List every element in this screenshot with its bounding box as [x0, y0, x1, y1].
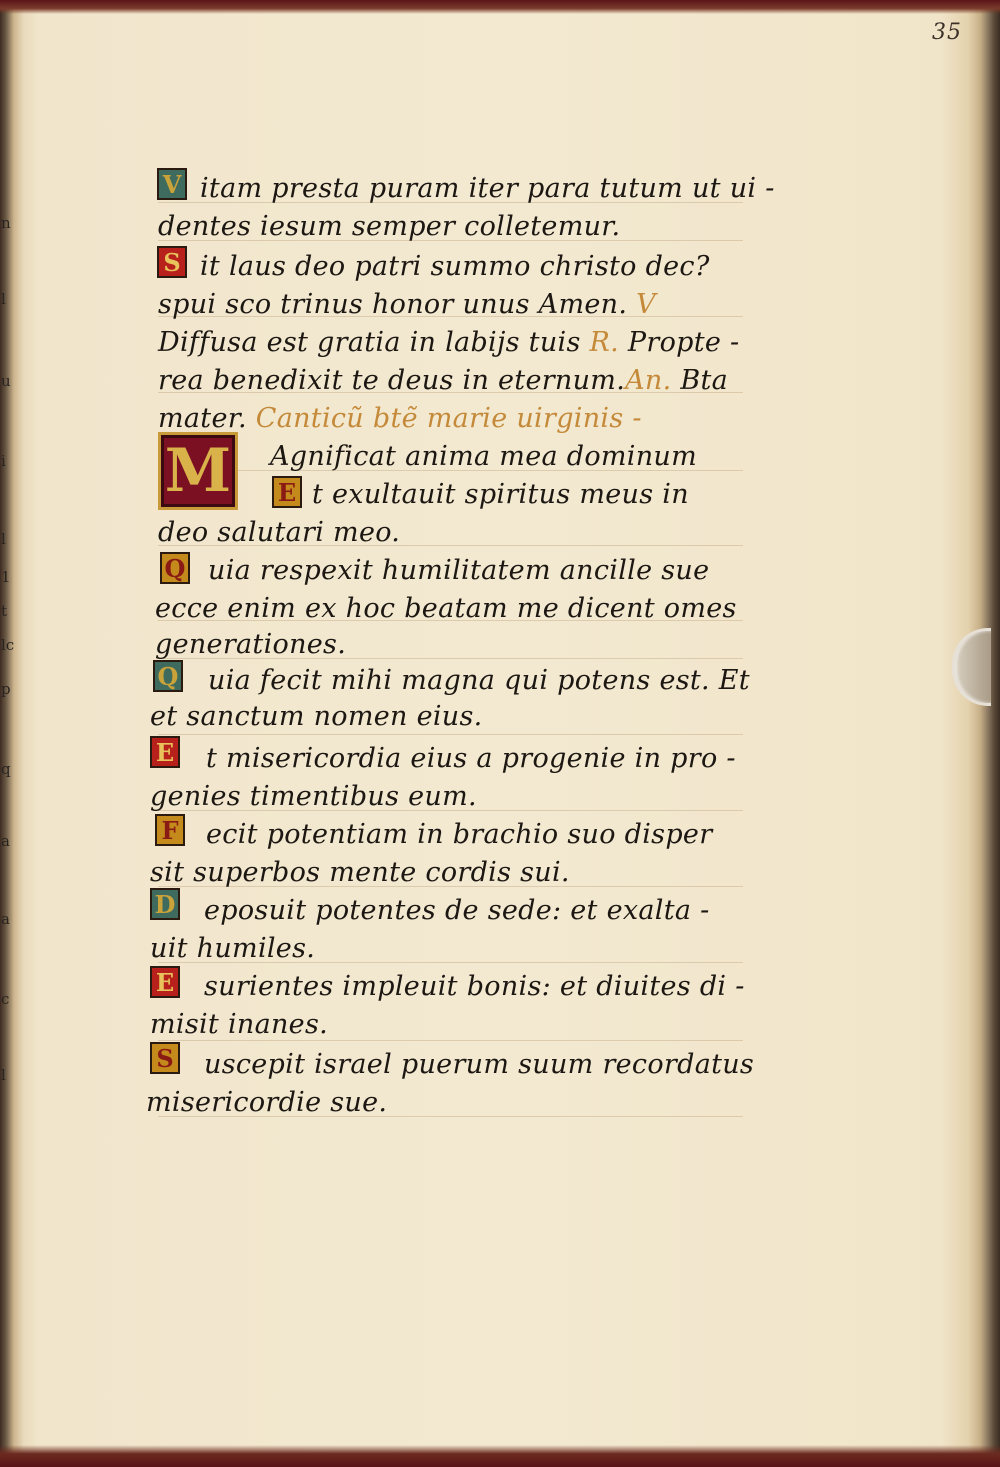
stub-letter: i [1, 452, 6, 470]
text-line: ecce enim ex hoc beatam me dicent omes [155, 593, 737, 624]
initial-letter: F [155, 814, 185, 846]
stub-letter: c [1, 990, 10, 1008]
rubric-title: Canticũ btẽ marie uirginis - [255, 403, 642, 434]
text-line: uia respexit humilitatem ancille sue [208, 555, 710, 586]
stub-letter: q [1, 760, 11, 778]
stub-letter: l [1, 290, 6, 308]
stub-letter: l [1, 1066, 6, 1084]
page-clasp [952, 628, 991, 706]
text-line: it laus deo patri summo christo dec? [200, 251, 710, 282]
initial-letter: Q [160, 552, 190, 584]
ruling-line [158, 734, 743, 735]
initial-letter: D [150, 888, 180, 920]
initial-letter: S [150, 1042, 180, 1074]
text-line: rea benedixit te deus in eternum.An. Bta [158, 365, 729, 396]
text-line: mater. Canticũ btẽ marie uirginis - [158, 403, 642, 434]
text-line: t exultauit spiritus meus in [312, 479, 689, 510]
text-line: Diffusa est gratia in labijs tuis R. Propte - [158, 327, 740, 358]
facing-page-stub [0, 0, 14, 1467]
rubric: R. [589, 327, 620, 358]
folio-number: 35 [932, 20, 962, 45]
initial-letter: E [272, 476, 302, 508]
text-line: uit humiles. [150, 933, 316, 964]
text-line: et sanctum nomen eius. [150, 701, 483, 732]
text-line: genies timentibus eum. [150, 781, 477, 812]
text-line: misericordie sue. [146, 1087, 388, 1118]
stub-letter: lc [1, 636, 15, 654]
text-line: uscepit israel puerum suum recordatus [204, 1049, 755, 1080]
initial-letter: V [157, 168, 187, 200]
stub-letter: a [1, 832, 10, 850]
text-line: misit inanes. [150, 1009, 328, 1040]
text-line: deo salutari meo. [158, 517, 401, 548]
text-line: itam presta puram iter para tutum ut ui - [200, 173, 775, 204]
text-line: Agnificat anima mea dominum [270, 441, 698, 472]
stub-letter: l [1, 530, 6, 548]
text-line: generationes. [155, 629, 347, 660]
rubric: V [636, 289, 656, 320]
stub-letter: t [1, 602, 8, 620]
stub-letter: u [1, 372, 11, 390]
stub-letter: n [1, 214, 11, 232]
text-line: surientes impleuit bonis: et diuites di - [204, 971, 745, 1002]
text-line: eposuit potentes de sede: et exalta - [204, 895, 710, 926]
stub-letter: p [1, 680, 11, 698]
initial-letter: Q [153, 660, 183, 692]
initial-letter: E [150, 966, 180, 998]
stub-letter: 1 [1, 568, 11, 586]
text-line: ecit potentiam in brachio suo disper [206, 819, 713, 850]
text-line: uia fecit mihi magna qui potens est. Et [208, 665, 750, 696]
initial-letter: E [150, 736, 180, 768]
rubric: An. [625, 365, 672, 396]
stub-letter: a [1, 910, 10, 928]
illuminated-initial-m: M [158, 432, 238, 510]
text-line: dentes iesum semper colletemur. [158, 211, 621, 242]
text-line: t misericordia eius a progenie in pro - [206, 743, 736, 774]
text-line: sit superbos mente cordis sui. [150, 857, 570, 888]
initial-letter: S [157, 246, 187, 278]
text-line: spui sco trinus honor unus Amen. V [158, 289, 656, 320]
